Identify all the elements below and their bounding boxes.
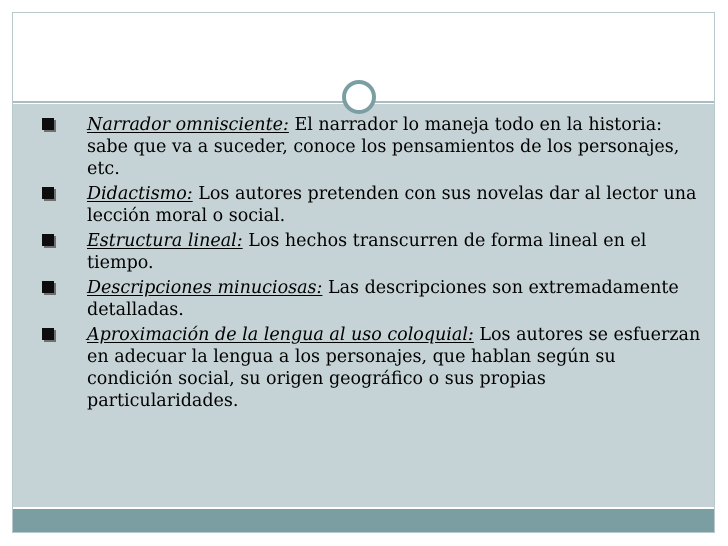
list-item xyxy=(42,114,702,180)
square-bullet-icon xyxy=(42,234,54,246)
item-text: Los autores se esfuerzan en adecuar la lengua a los personajes, que hablan según su condición social, su origen geográfico o sus propias particularidades. xyxy=(87,325,701,411)
item-text: Los autores pretenden con sus novelas dar al lector una lección moral o social. xyxy=(87,184,697,226)
square-bullet-icon xyxy=(42,328,54,340)
list-item xyxy=(42,230,702,274)
footer-band xyxy=(13,509,714,532)
item-term: Narrador omnisciente: xyxy=(87,115,289,135)
list-item xyxy=(42,277,702,321)
characteristics-list xyxy=(42,114,702,415)
square-bullet-icon xyxy=(42,187,54,199)
item-term: Aproximación de la lengua al uso coloquial: xyxy=(87,325,474,345)
list-item xyxy=(42,324,702,412)
item-text: Los hechos transcurren de forma lineal en el tiempo. xyxy=(87,231,647,273)
item-text: Las descripciones son extremadamente detalladas. xyxy=(87,278,679,320)
ring-ornament-icon xyxy=(342,80,376,114)
square-bullet-icon xyxy=(42,281,54,293)
item-term: Descripciones minuciosas: xyxy=(87,278,323,298)
item-term: Estructura lineal: xyxy=(87,231,243,251)
square-bullet-icon xyxy=(42,118,54,130)
item-term: Didactismo: xyxy=(87,184,193,204)
list-item xyxy=(42,183,702,227)
item-text: El narrador lo maneja todo en la historia: sabe que va a suceder, conoce los pensamientos de los personajes, etc. xyxy=(87,115,680,179)
